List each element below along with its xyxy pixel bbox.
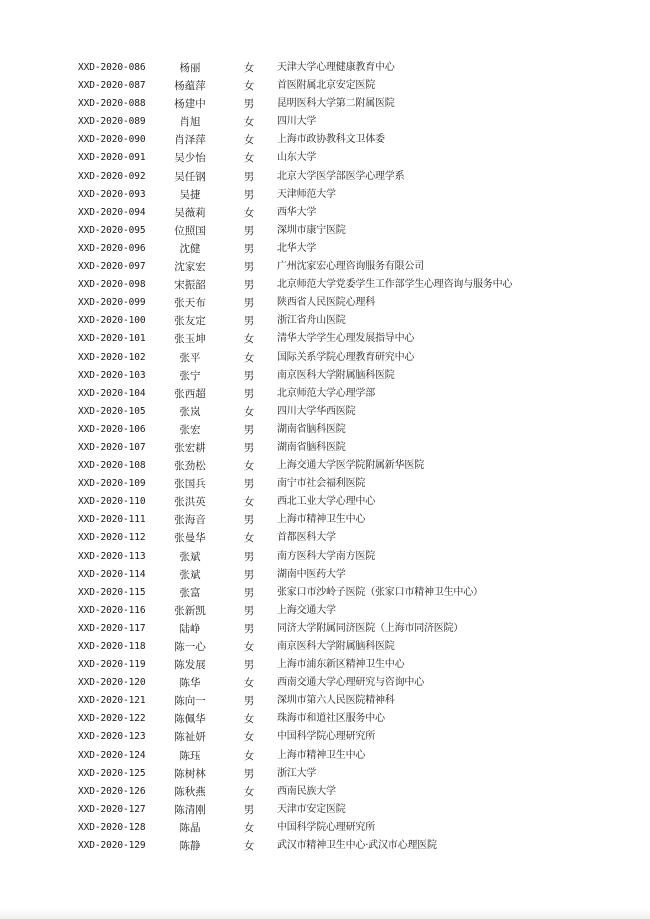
member-organization: 浙江大学 — [277, 767, 317, 779]
member-gender: 女 — [243, 840, 255, 853]
member-name: 张斌 — [179, 550, 201, 563]
member-name: 张宏 — [179, 423, 201, 436]
registration-id: XXD-2020-120 — [78, 677, 146, 689]
member-organization: 天津大学心理健康教育中心 — [277, 62, 395, 73]
registration-id: XXD-2020-088 — [78, 98, 146, 110]
member-gender: 女 — [243, 152, 255, 165]
registration-id: XXD-2020-095 — [78, 224, 146, 236]
member-organization: 南宁市社会福利医院 — [277, 478, 366, 490]
member-name: 张新凯 — [174, 604, 206, 617]
roster-row — [0, 548, 650, 566]
member-organization: 昆明医科大学第二附属医院 — [277, 98, 395, 110]
registration-id: XXD-2020-114 — [78, 568, 146, 580]
member-gender: 女 — [243, 677, 255, 690]
roster-row — [0, 837, 650, 855]
member-organization: 首医附属北京安定医院 — [277, 80, 375, 92]
registration-id: XXD-2020-104 — [78, 387, 146, 399]
registration-id: XXD-2020-101 — [78, 333, 146, 345]
member-organization: 北华大学 — [277, 242, 317, 254]
member-gender: 男 — [243, 441, 255, 454]
member-name: 肖泽萍 — [174, 134, 206, 147]
registration-id: XXD-2020-100 — [78, 315, 146, 327]
member-organization: 天津师范大学 — [277, 188, 336, 200]
roster-row — [0, 747, 650, 765]
member-organization: 清华大学学生心理发展指导中心 — [277, 333, 415, 345]
member-gender: 男 — [243, 387, 255, 400]
member-gender: 男 — [243, 514, 255, 527]
member-organization: 广州沈家宏心理咨询服务有限公司 — [277, 261, 424, 273]
member-name: 陈华 — [179, 677, 201, 690]
registration-id: XXD-2020-124 — [78, 749, 146, 761]
member-gender: 男 — [243, 478, 255, 491]
member-organization: 中国科学院心理研究所 — [277, 821, 375, 833]
member-gender: 男 — [243, 224, 255, 237]
member-name: 杨建中 — [174, 98, 206, 111]
member-name: 张曼华 — [174, 532, 206, 545]
registration-id: XXD-2020-099 — [78, 297, 146, 309]
member-name: 张宏耕 — [174, 441, 206, 454]
registration-id: XXD-2020-103 — [78, 369, 146, 381]
roster-row — [0, 674, 650, 692]
member-gender: 女 — [243, 80, 255, 93]
registration-id: XXD-2020-128 — [78, 821, 146, 833]
scan-bottom-edge — [0, 909, 650, 919]
member-gender: 女 — [243, 713, 255, 726]
registration-id: XXD-2020-087 — [78, 80, 146, 92]
member-gender: 男 — [243, 188, 255, 201]
member-gender: 女 — [243, 460, 255, 473]
roster-row — [0, 59, 650, 77]
member-gender: 男 — [243, 170, 255, 183]
member-organization: 深圳市康宁医院 — [277, 224, 346, 236]
registration-id: XXD-2020-113 — [78, 550, 146, 562]
roster-row — [0, 204, 650, 222]
registration-id: XXD-2020-089 — [78, 116, 146, 128]
member-organization: 山东大学 — [277, 152, 317, 164]
member-organization: 北京大学医学部医学心理学系 — [277, 170, 405, 182]
member-name: 沈健 — [179, 242, 201, 255]
member-organization: 四川大学 — [277, 116, 317, 128]
registration-id: XXD-2020-127 — [78, 803, 146, 815]
member-name: 陈清刚 — [174, 803, 206, 816]
member-gender: 男 — [243, 98, 255, 111]
member-gender: 男 — [243, 315, 255, 328]
registration-id: XXD-2020-090 — [78, 134, 146, 146]
roster-row — [0, 367, 650, 385]
member-gender: 男 — [243, 568, 255, 581]
member-name: 陈祉妍 — [174, 731, 206, 744]
member-gender: 女 — [243, 134, 255, 147]
member-gender: 男 — [243, 279, 255, 292]
member-name: 吴任钢 — [174, 170, 206, 183]
member-name: 陈晶 — [179, 821, 201, 834]
roster-row — [0, 692, 650, 710]
roster-row — [0, 765, 650, 783]
member-name: 陈一心 — [174, 641, 206, 653]
roster-row — [0, 222, 650, 240]
member-organization: 西北工业大学心理中心 — [277, 496, 375, 508]
member-organization: 浙江省舟山医院 — [277, 315, 346, 327]
roster-row — [0, 113, 650, 131]
member-name: 陈发展 — [174, 659, 206, 672]
roster-row — [0, 457, 650, 475]
member-organization: 北京师范大学党委学生工作部学生心理咨询与服务中心 — [277, 279, 513, 291]
member-gender: 女 — [243, 532, 255, 545]
member-name: 张劲松 — [174, 460, 206, 473]
registration-id: XXD-2020-092 — [78, 170, 146, 182]
member-name: 沈家宏 — [174, 261, 206, 274]
roster-row — [0, 385, 650, 403]
member-gender: 女 — [243, 821, 255, 834]
registration-id: XXD-2020-115 — [78, 586, 146, 598]
member-gender: 女 — [243, 206, 255, 219]
member-organization: 张家口市沙岭子医院（张家口市精神卫生中心） — [277, 586, 483, 598]
member-organization: 武汉市精神卫生中心·武汉市心理医院 — [277, 840, 437, 852]
member-gender: 男 — [243, 767, 255, 780]
member-name: 张宁 — [179, 369, 201, 382]
member-name: 张平 — [179, 351, 201, 364]
registration-id: XXD-2020-122 — [78, 713, 146, 725]
member-organization: 首都医科大学 — [277, 532, 336, 544]
roster-row — [0, 276, 650, 294]
member-gender: 男 — [243, 586, 255, 599]
member-name: 吴捷 — [179, 188, 201, 201]
member-name: 陆峥 — [179, 622, 201, 635]
roster-row — [0, 439, 650, 457]
roster-row — [0, 602, 650, 620]
member-name: 位照国 — [174, 224, 206, 237]
roster-row — [0, 584, 650, 602]
registration-id: XXD-2020-094 — [78, 206, 146, 218]
roster-row — [0, 620, 650, 638]
registration-id: XXD-2020-121 — [78, 695, 146, 707]
member-gender: 女 — [243, 785, 255, 798]
registration-id: XXD-2020-118 — [78, 641, 146, 652]
member-organization: 南京医科大学附属脑科医院 — [277, 641, 395, 652]
member-gender: 女 — [243, 62, 255, 74]
registration-id: XXD-2020-126 — [78, 785, 146, 797]
roster-row — [0, 131, 650, 149]
member-organization: 国际关系学院心理教育研究中心 — [277, 351, 415, 363]
member-name: 张富 — [179, 586, 201, 599]
member-gender: 男 — [243, 803, 255, 816]
member-organization: 湖南省脑科医院 — [277, 423, 346, 435]
member-gender: 男 — [243, 423, 255, 436]
member-gender: 男 — [243, 550, 255, 563]
member-gender: 男 — [243, 622, 255, 635]
member-name: 吴少怡 — [174, 152, 206, 165]
member-name: 陈秋燕 — [174, 785, 206, 798]
roster-row — [0, 168, 650, 186]
registration-id: XXD-2020-112 — [78, 532, 146, 544]
member-organization: 北京师范大学心理学部 — [277, 387, 375, 399]
registration-id: XXD-2020-129 — [78, 840, 146, 852]
roster-row — [0, 511, 650, 529]
member-organization: 上海市精神卫生中心 — [277, 749, 366, 761]
registration-id: XXD-2020-125 — [78, 767, 146, 779]
member-gender: 女 — [243, 641, 255, 653]
member-gender: 女 — [243, 405, 255, 418]
roster-row — [0, 312, 650, 330]
member-organization: 上海市精神卫生中心 — [277, 514, 366, 526]
member-name: 张洪英 — [174, 496, 206, 509]
registration-id: XXD-2020-111 — [78, 514, 146, 526]
member-name: 张岚 — [179, 405, 201, 418]
roster-row — [0, 240, 650, 258]
member-gender: 男 — [243, 369, 255, 382]
member-name: 杨蕴萍 — [174, 80, 206, 93]
roster-row — [0, 421, 650, 439]
member-gender: 男 — [243, 242, 255, 255]
member-organization: 南京医科大学附属脑科医院 — [277, 369, 395, 381]
member-organization: 上海交通大学医学院附属新华医院 — [277, 460, 424, 472]
roster-row — [0, 403, 650, 421]
member-organization: 天津市安定医院 — [277, 803, 346, 815]
registration-id: XXD-2020-096 — [78, 242, 146, 254]
registration-id: XXD-2020-109 — [78, 478, 146, 490]
member-gender: 男 — [243, 659, 255, 672]
roster-row — [0, 186, 650, 204]
member-gender: 男 — [243, 261, 255, 274]
roster-row — [0, 294, 650, 312]
member-organization: 湖南省脑科医院 — [277, 441, 346, 453]
registration-id: XXD-2020-108 — [78, 460, 146, 472]
member-gender: 女 — [243, 496, 255, 509]
member-organization: 中国科学院心理研究所 — [277, 731, 375, 743]
roster-row — [0, 475, 650, 493]
member-name: 陈向一 — [174, 695, 206, 708]
registration-id: XXD-2020-098 — [78, 279, 146, 291]
registration-id: XXD-2020-107 — [78, 441, 146, 453]
member-name: 吴薇莉 — [174, 206, 206, 219]
member-gender: 女 — [243, 749, 255, 762]
member-name: 张天布 — [174, 297, 206, 310]
member-organization: 上海市浦东新区精神卫生中心 — [277, 659, 405, 671]
member-name: 陈珏 — [179, 749, 201, 762]
member-gender: 女 — [243, 351, 255, 364]
member-organization: 同济大学附属同济医院（上海市同济医院） — [277, 622, 464, 634]
roster-row — [0, 783, 650, 801]
registration-id: XXD-2020-116 — [78, 604, 146, 616]
member-organization: 西华大学 — [277, 206, 317, 218]
registration-id: XXD-2020-105 — [78, 405, 146, 417]
registration-id: XXD-2020-097 — [78, 261, 146, 273]
registration-id: XXD-2020-106 — [78, 423, 146, 435]
roster-row — [0, 638, 650, 656]
roster-row — [0, 656, 650, 674]
member-organization: 西南民族大学 — [277, 785, 336, 797]
registration-id: XXD-2020-110 — [78, 496, 146, 508]
member-organization: 上海交通大学 — [277, 604, 336, 616]
member-gender: 女 — [243, 333, 255, 346]
member-name: 张西超 — [174, 387, 206, 400]
member-name: 张斌 — [179, 568, 201, 581]
roster-row — [0, 566, 650, 584]
member-organization: 上海市政协教科文卫体委 — [277, 134, 385, 146]
registration-id: XXD-2020-086 — [78, 62, 146, 73]
member-name: 陈树林 — [174, 767, 206, 780]
member-organization: 湖南中医药大学 — [277, 568, 346, 580]
roster-list — [0, 59, 650, 855]
member-name: 宋振韶 — [174, 279, 206, 292]
member-organization: 西南交通大学心理研究与咨询中心 — [277, 677, 424, 689]
member-name: 杨丽 — [179, 62, 201, 74]
member-organization: 深圳市第六人民医院精神科 — [277, 695, 395, 707]
roster-row — [0, 728, 650, 746]
registration-id: XXD-2020-093 — [78, 188, 146, 200]
member-name: 陈静 — [179, 840, 201, 853]
roster-row — [0, 330, 650, 348]
roster-row — [0, 819, 650, 837]
member-organization: 四川大学华西医院 — [277, 405, 356, 417]
registration-id: XXD-2020-102 — [78, 351, 146, 363]
roster-row — [0, 349, 650, 367]
member-organization: 珠海市和道社区服务中心 — [277, 713, 385, 725]
member-gender: 男 — [243, 297, 255, 310]
member-name: 张国兵 — [174, 478, 206, 491]
roster-row — [0, 493, 650, 511]
member-name: 陈佩华 — [174, 713, 206, 726]
member-gender: 男 — [243, 604, 255, 617]
registration-id: XXD-2020-119 — [78, 659, 146, 671]
member-organization: 南方医科大学南方医院 — [277, 550, 375, 562]
member-gender: 女 — [243, 116, 255, 129]
roster-row — [0, 710, 650, 728]
member-gender: 男 — [243, 695, 255, 708]
member-name: 肖旭 — [179, 116, 201, 129]
member-gender: 女 — [243, 731, 255, 744]
member-name: 张海音 — [174, 514, 206, 527]
roster-row — [0, 529, 650, 547]
registration-id: XXD-2020-091 — [78, 152, 146, 164]
registration-id: XXD-2020-117 — [78, 622, 146, 634]
member-organization: 陕西省人民医院心理科 — [277, 297, 375, 309]
roster-row — [0, 258, 650, 276]
roster-row — [0, 95, 650, 113]
registration-id: XXD-2020-123 — [78, 731, 146, 743]
member-name: 张玉坤 — [174, 333, 206, 346]
roster-row — [0, 149, 650, 167]
roster-row — [0, 801, 650, 819]
member-name: 张友定 — [174, 315, 206, 328]
roster-row — [0, 77, 650, 95]
